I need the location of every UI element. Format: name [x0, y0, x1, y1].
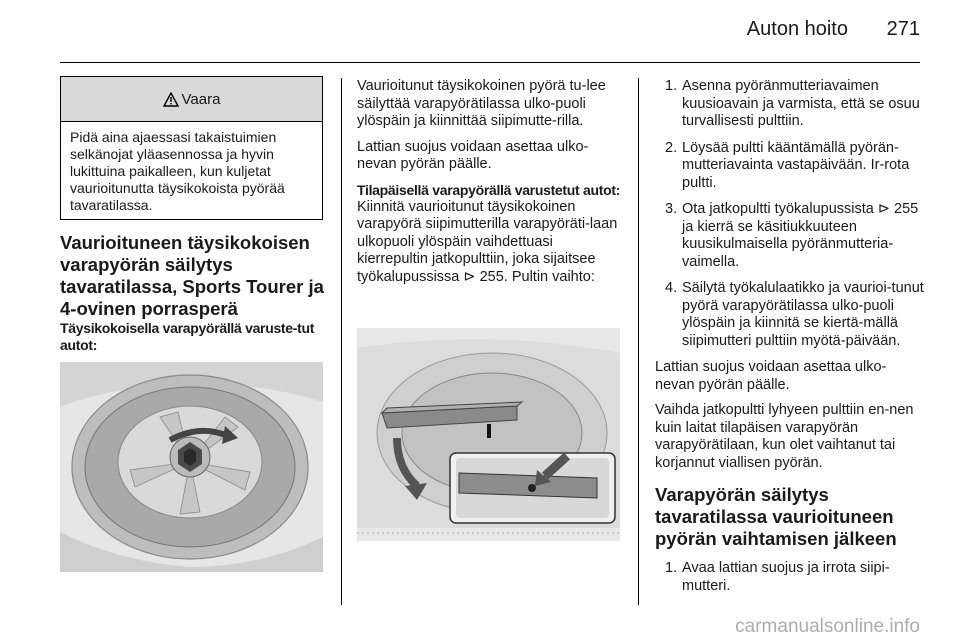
step-text: Asenna pyöränmutteriavaimen kuusioavain ja varmista, että se osuu turvallisesti pulttiin.	[682, 78, 920, 129]
warning-triangle-icon	[163, 92, 179, 107]
section-heading: Varapyörän säilytys tavaratilassa vaurioituneen pyörän vaihtamisen jälkeen	[655, 484, 897, 549]
section-subheading: Täysikokoisella varapyörällä varuste-tut autot:	[60, 320, 315, 353]
paragraph: Lattian suojus voidaan asettaa ulko-nevan pyörän päälle.	[655, 359, 887, 393]
step-number: 3.	[665, 201, 678, 217]
paragraph-text: Kiinnitä vaurioitunut täysikokoinen varapyörä siipimutterilla varapyöräti-laan ulkopuoli ylöspäin vaihdettuasi kierrepultin jatkopulttiin, joka sijaitsee työkalupussissa	[357, 198, 618, 285]
warning-box	[60, 76, 323, 220]
paragraph: Lattian suojus voidaan asettaa ulko-nevan pyörän päälle.	[357, 138, 589, 172]
subheading: Tilapäisellä varapyörällä varustetut autot:	[357, 181, 621, 198]
column-divider-1	[341, 78, 342, 605]
paragraph	[357, 199, 625, 287]
page-ref-icon: ⊳	[877, 201, 891, 217]
list-item	[655, 140, 925, 193]
page-ref-icon: ⊳	[463, 268, 476, 285]
column-3	[655, 78, 925, 604]
warning-label: Vaara	[181, 90, 221, 108]
step-text: Ota jatkopultti työkalupussista	[682, 201, 878, 217]
floor-cover-figure	[357, 328, 620, 541]
list-item	[655, 201, 925, 271]
section-title	[60, 232, 330, 354]
step-text: ja kierrä se käsitiukkuuteen kuusikulmaisella pyöränmutteria-vaimella.	[682, 218, 894, 270]
step-text: Avaa lattian suojus ja irrota siipi-mutteri.	[682, 560, 890, 594]
warning-header	[61, 77, 322, 122]
list-item	[655, 560, 925, 595]
paragraph: Vaurioitunut täysikokoinen pyörä tu-lee säilyttää varapyörätilassa ulko-puoli ylöspäin ja kiinnittää siipimutte-rilla.	[357, 78, 606, 129]
page-title: Auton hoito	[746, 18, 848, 40]
step-number: 2.	[665, 139, 678, 156]
list-item	[655, 280, 925, 350]
page-ref[interactable]: 255	[894, 201, 919, 217]
spare-wheel-figure	[60, 362, 323, 572]
paragraph: Vaihda jatkopultti lyhyeen pulttiin en-nen kuin laitat tilapäisen varapyörän varapyörätilaan, kun olet vaihtanut tai korjannut viallisen pyörän.	[655, 402, 914, 471]
steps-list	[655, 78, 925, 350]
page-number: 271	[886, 18, 920, 40]
step-text: Löysää pultti kääntämällä pyörän-mutteriavainta vastapäivään. Ir-rota pultti.	[682, 139, 910, 191]
column-2	[357, 78, 625, 294]
column-divider-2	[638, 78, 639, 605]
step-number: 4.	[665, 280, 678, 296]
step-number: 1.	[665, 78, 678, 94]
section-heading: Vaurioituneen täysikokoisen varapyörän säilytys tavaratilassa, Sports Tourer ja 4-ovinen porrasperä	[60, 232, 324, 319]
page-ref[interactable]: 255	[479, 268, 504, 285]
step-text: Säilytä työkalulaatikko ja vaurioi-tunut pyörä varapyörätilassa ulko-puoli ylöspäin ja kiinnitä se kiertä-mällä siipimutteri pulttiin myötä-päivään.	[682, 280, 924, 349]
warning-text: Pidä aina ajaessasi takaistuimien selkänojat yläasennossa ja hyvin lukittuina paikalleen, kun kuljetat vaurioitunutta täysikokoista pyörää tavaratilassa.	[70, 129, 285, 213]
header-divider	[60, 62, 920, 63]
list-item	[655, 78, 925, 131]
step-number: 1.	[665, 560, 678, 576]
paragraph-text: . Pultin vaihto:	[503, 268, 595, 285]
watermark: carmanualsonline.info	[735, 616, 920, 637]
steps-list	[655, 560, 925, 595]
